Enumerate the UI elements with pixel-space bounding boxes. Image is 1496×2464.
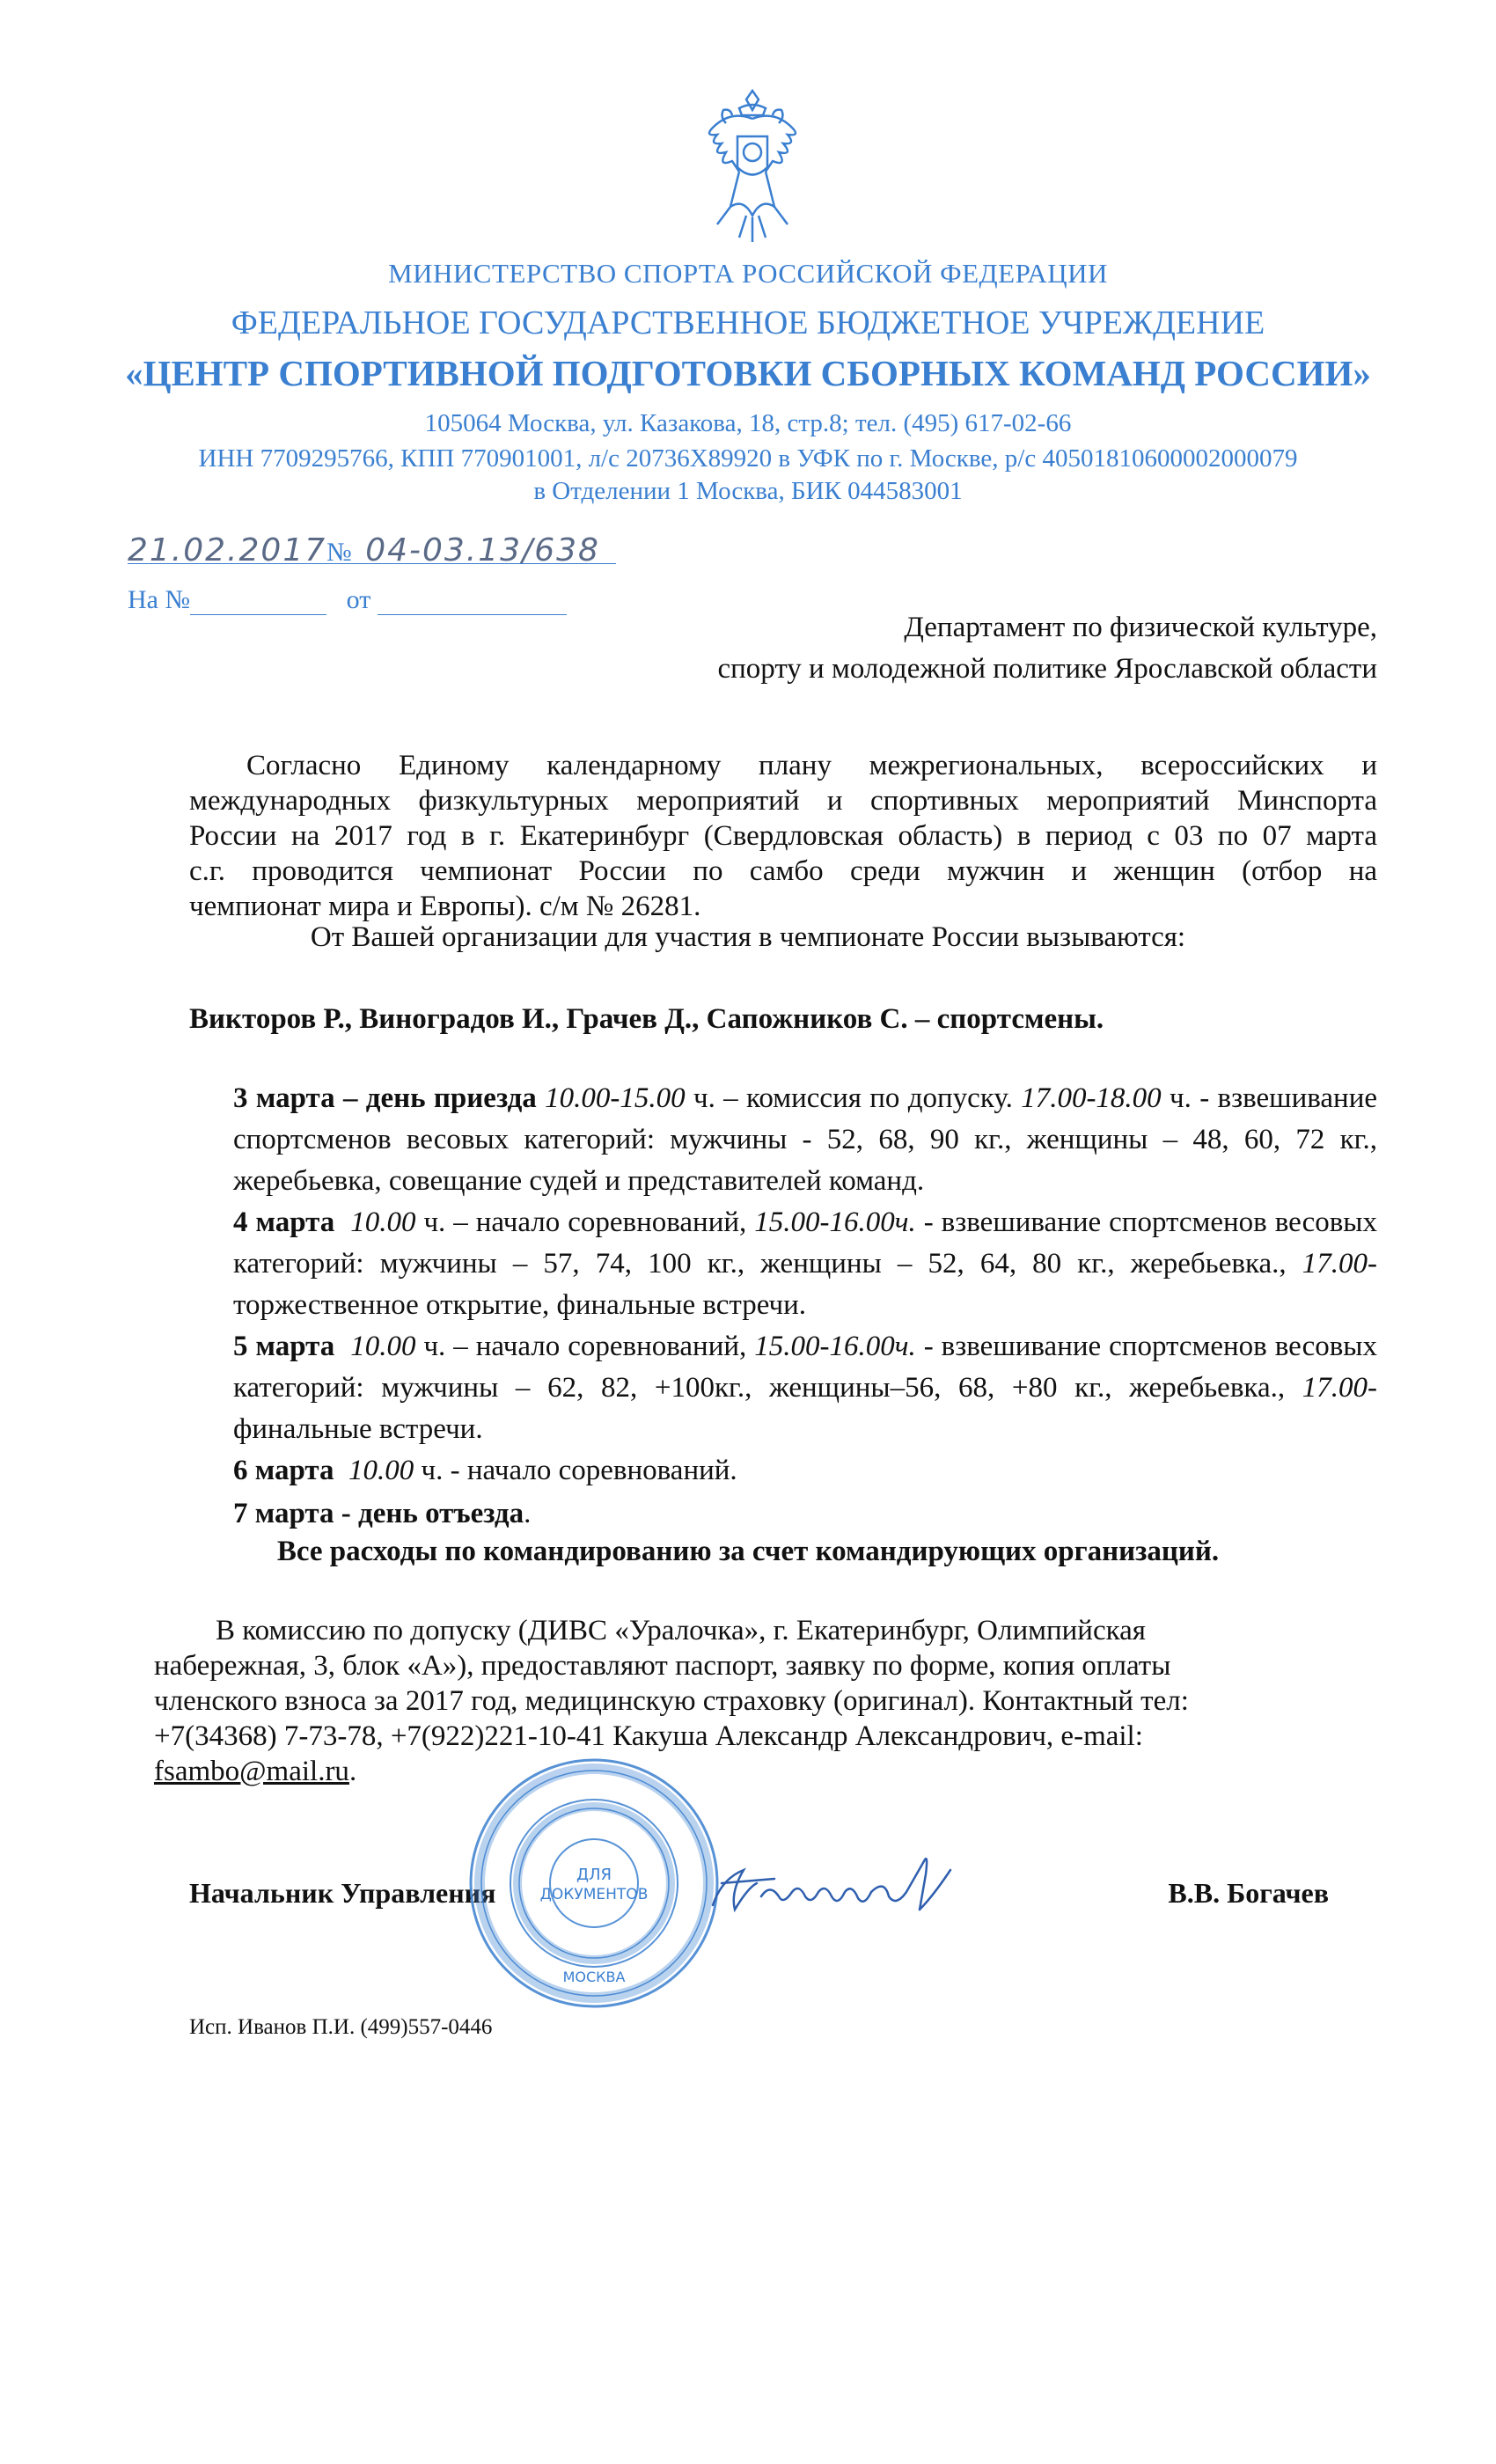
intro-line-4: с.г. проводится чемпионат России по самбо среди мужчин и женщин (отбор на bbox=[189, 855, 1377, 887]
number-label: № bbox=[326, 538, 354, 567]
registration-underline bbox=[128, 563, 616, 564]
address-line-3: в Отделении 1 Москва, БИК 044583001 bbox=[533, 477, 963, 505]
invite-line: От Вашей организации для участия в чемпионате России вызываются: bbox=[310, 921, 1186, 953]
intro-line-2: международных физкультурных мероприятий и спортивных мероприятий Минспорта bbox=[189, 785, 1377, 817]
expenses-note: Все расходы по командированию за счет командирующих организаций. bbox=[276, 1536, 1220, 1567]
day-3-text-a: ч. – комиссия по допуску. bbox=[685, 1082, 1022, 1114]
day-5-text-c: финальные встречи. bbox=[233, 1413, 483, 1445]
signer-position: Начальник Управления bbox=[189, 1877, 496, 1909]
day-7-end: . bbox=[524, 1498, 532, 1529]
day-3-time-1: 10.00-15.00 bbox=[545, 1082, 686, 1114]
contact-email-link[interactable]: fsambo@mail.ru bbox=[154, 1756, 349, 1787]
reference-number-label: На № bbox=[128, 585, 191, 614]
day-6-time-1: 10.00 bbox=[348, 1455, 414, 1486]
ministry-title: МИНИСТЕРСТВО СПОРТА РОССИЙСКОЙ ФЕДЕРАЦИИ bbox=[388, 258, 1108, 289]
intro-paragraph bbox=[189, 748, 1377, 924]
day-5-heading: 5 марта bbox=[233, 1331, 335, 1362]
day-5-text-b: - взвешивание спортсменов весовых категорий: мужчины – 62, 82, +100кг., женщины–56, 68, +80 кг., жеребьевка., bbox=[233, 1331, 1377, 1404]
intro-line-1: Согласно Единому календарному плану межрегиональных, всероссийских и bbox=[246, 750, 1377, 781]
schedule-day-7 bbox=[233, 1493, 1377, 1535]
day-4-text-c: торжественное открытие, финальные встречи. bbox=[233, 1289, 807, 1321]
day-5-time-3: 17.00- bbox=[1302, 1372, 1377, 1404]
day-4-text-a: ч. – начало соревнований, bbox=[415, 1206, 755, 1238]
day-3-time-2: 17.00-18.00 bbox=[1021, 1082, 1162, 1114]
day-4-time-3: 17.00- bbox=[1302, 1248, 1377, 1280]
day-5-time-1: 10.00 bbox=[350, 1331, 416, 1362]
commission-text: В комиссию по допуску (ДИВС «Уралочка», г. Екатеринбург, Олимпийская набережная, 3, блок «А»), предоставляют паспорт, заявку по форме, копия оплаты членского взноса за 2017 год, медицинскую страховку (оригинал). Контактный тел: +7(34368) 7-73-78, +7(922)221-10-41 Какуша Александр Александрович, e-mail: bbox=[154, 1615, 1189, 1752]
reference-date-blank bbox=[378, 591, 567, 615]
stamp-center-text-1: ДЛЯ bbox=[576, 1866, 612, 1884]
official-stamp bbox=[462, 1751, 726, 2015]
day-5-text-a: ч. – начало соревнований, bbox=[415, 1331, 755, 1362]
day-7-heading: 7 марта - день отъезда bbox=[233, 1498, 524, 1529]
athletes-list: Викторов Р., Виноградов И., Грачев Д., Сапожников С. – спортсмены. bbox=[189, 1003, 1104, 1035]
day-4-time-1: 10.00 bbox=[350, 1206, 416, 1238]
day-6-heading: 6 марта bbox=[233, 1455, 334, 1486]
stamp-center-text-2: ДОКУМЕНТОВ bbox=[539, 1886, 649, 1903]
schedule-day-4 bbox=[233, 1202, 1377, 1326]
organization-name: «ЦЕНТР СПОРТИВНОЙ ПОДГОТОВКИ СБОРНЫХ КОМАНД РОССИИ» bbox=[125, 353, 1371, 393]
registration-date: 21.02.2017 bbox=[128, 532, 327, 568]
commission-end: . bbox=[348, 1756, 357, 1787]
signer-name: В.В. Богачев bbox=[1168, 1877, 1329, 1909]
bank-details-line: ИНН 7709295766, КПП 770901001, л/с 20736Х89920 в УФК по г. Москве, р/с 40501810600002000079 bbox=[198, 444, 1298, 473]
day-5-time-2: 15.00-16.00ч. bbox=[754, 1331, 916, 1362]
registration-code: 04-03.13/638 bbox=[365, 532, 600, 568]
addressee-line-2: спорту и молодежной политике Ярославской области bbox=[717, 653, 1377, 685]
schedule-day-5 bbox=[233, 1326, 1377, 1450]
day-3-heading: 3 марта – день приезда bbox=[233, 1082, 537, 1114]
reference-number-blank bbox=[190, 591, 326, 615]
organization-type: ФЕДЕРАЛЬНОЕ ГОСУДАРСТВЕННОЕ БЮДЖЕТНОЕ УЧРЕЖДЕНИЕ bbox=[231, 304, 1265, 341]
reference-line bbox=[128, 585, 567, 615]
intro-line-5: чемпионат мира и Европы). с/м № 26281. bbox=[189, 891, 701, 922]
schedule-day-3 bbox=[233, 1078, 1377, 1202]
day-4-text-b: - взвешивание спортсменов весовых категорий: мужчины – 57, 74, 100 кг., женщины – 52, 64, 80 кг., жеребьевка., bbox=[233, 1206, 1377, 1280]
reference-date-label: от bbox=[346, 585, 371, 614]
day-4-time-2: 15.00-16.00ч. bbox=[754, 1206, 916, 1238]
day-3-text-b: ч. - взвешивание спортсменов весовых категорий: мужчины - 52, 68, 90 кг., женщины – 48, 60, 72 кг., жеребьевка, совещание судей и представителей команд. bbox=[233, 1082, 1378, 1197]
coat-of-arms-emblem bbox=[678, 84, 827, 251]
addressee-block bbox=[717, 607, 1377, 690]
schedule-day-6 bbox=[233, 1450, 1377, 1492]
handwritten-signature bbox=[695, 1844, 977, 1927]
addressee-line-1: Департамент по физической культуре, bbox=[904, 612, 1377, 643]
executor-line: Исп. Иванов П.И. (499)557-0446 bbox=[189, 2015, 493, 2039]
intro-line-3: России на 2017 год в г. Екатеринбург (Свердловская область) в период с 03 по 07 марта bbox=[189, 820, 1377, 852]
day-6-text-a: ч. - начало соревнований. bbox=[414, 1455, 737, 1486]
day-4-heading: 4 марта bbox=[233, 1206, 335, 1238]
address-line-1: 105064 Москва, ул. Казакова, 18, стр.8; тел. (495) 617-02-66 bbox=[424, 409, 1072, 437]
stamp-city: МОСКВА bbox=[562, 1969, 626, 1985]
